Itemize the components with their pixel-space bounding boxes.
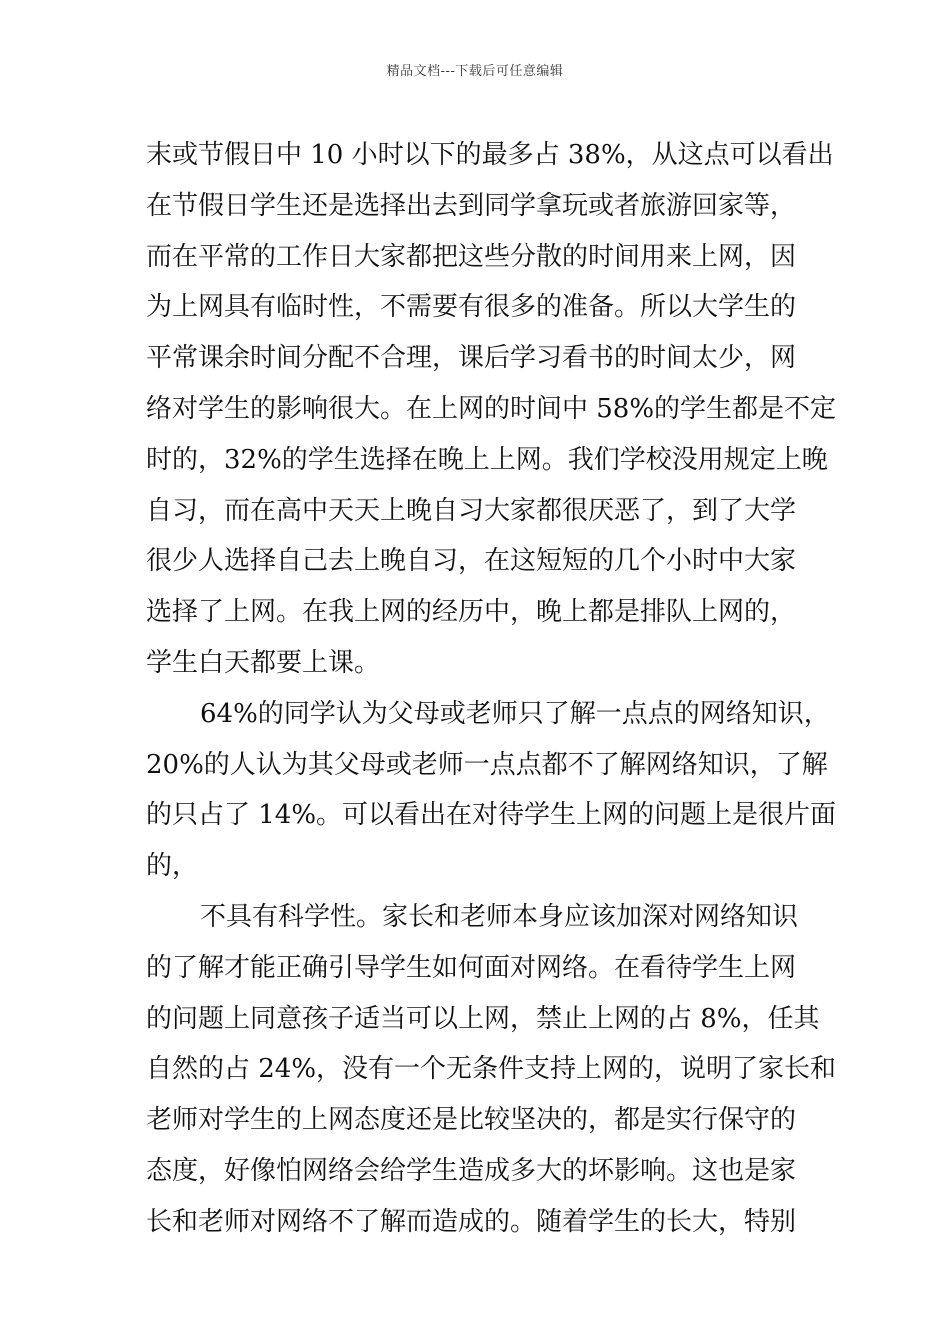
text-line: 的问题上同意孩子适当可以上网，禁止上网的占 8%，任其 <box>146 1003 820 1034</box>
text-line: 很少人选择自己去上晚自习，在这短短的几个小时中大家 <box>146 546 797 577</box>
text-line: 末或节假日中 10 小时以下的最多占 38%，从这点可以看出 <box>146 140 834 170</box>
paragraph-3 <box>146 892 837 1248</box>
text-line: 时的，32%的学生选择在晚上上网。我们学校没用规定上晚 <box>146 444 828 475</box>
text-line: 老师对学生的上网态度还是比较坚决的，都是实行保守的 <box>146 1105 797 1136</box>
text-line: 不具有科学性。家长和老师本身应该加深对网络知识 <box>200 901 799 932</box>
text-line: 选择了上网。在我上网的经历中，晚上都是排队上网的， <box>146 597 797 628</box>
text-line: 络对学生的影响很大。在上网的时间中 58%的学生都是不定 <box>146 393 837 424</box>
paragraph-1 <box>146 130 837 689</box>
text-line: 自习，而在高中天天上晚自习大家都很厌恶了，到了大学 <box>146 495 797 526</box>
text-line: 自然的占 24%，没有一个无条件支持上网的，说明了家长和 <box>146 1054 837 1085</box>
text-line: 64%的同学认为父母或老师只了解一点点的网络知识， <box>200 698 830 729</box>
text-line: 态度，好像怕网络会给学生造成多大的坏影响。这也是家 <box>146 1155 797 1186</box>
text-line: 为上网具有临时性，不需要有很多的准备。所以大学生的 <box>146 292 797 323</box>
text-line: 的， <box>146 851 199 882</box>
text-line: 长和老师对网络不了解而造成的。随着学生的长大，特别 <box>146 1206 797 1237</box>
text-line: 的只占了 14%。可以看出在对待学生上网的问题上是很片面 <box>146 800 837 831</box>
text-line: 学生白天都要上课。 <box>146 647 381 678</box>
text-line: 的了解才能正确引导学生如何面对网络。在看待学生上网 <box>146 952 797 983</box>
text-line: 平常课余时间分配不合理，课后学习看书的时间太少，网 <box>146 343 797 374</box>
paragraph-2 <box>146 689 837 892</box>
text-line: 在节假日学生还是选择出去到同学拿玩或者旅游回家等， <box>146 190 797 221</box>
page-header: 精品文档---下载后可任意编辑 <box>386 64 564 79</box>
text-line: 而在平常的工作日大家都把这些分散的时间用来上网，因 <box>146 241 797 272</box>
text-line: 20%的人认为其父母或老师一点点都不了解网络知识，了解 <box>146 749 828 780</box>
document-body <box>146 130 837 1248</box>
